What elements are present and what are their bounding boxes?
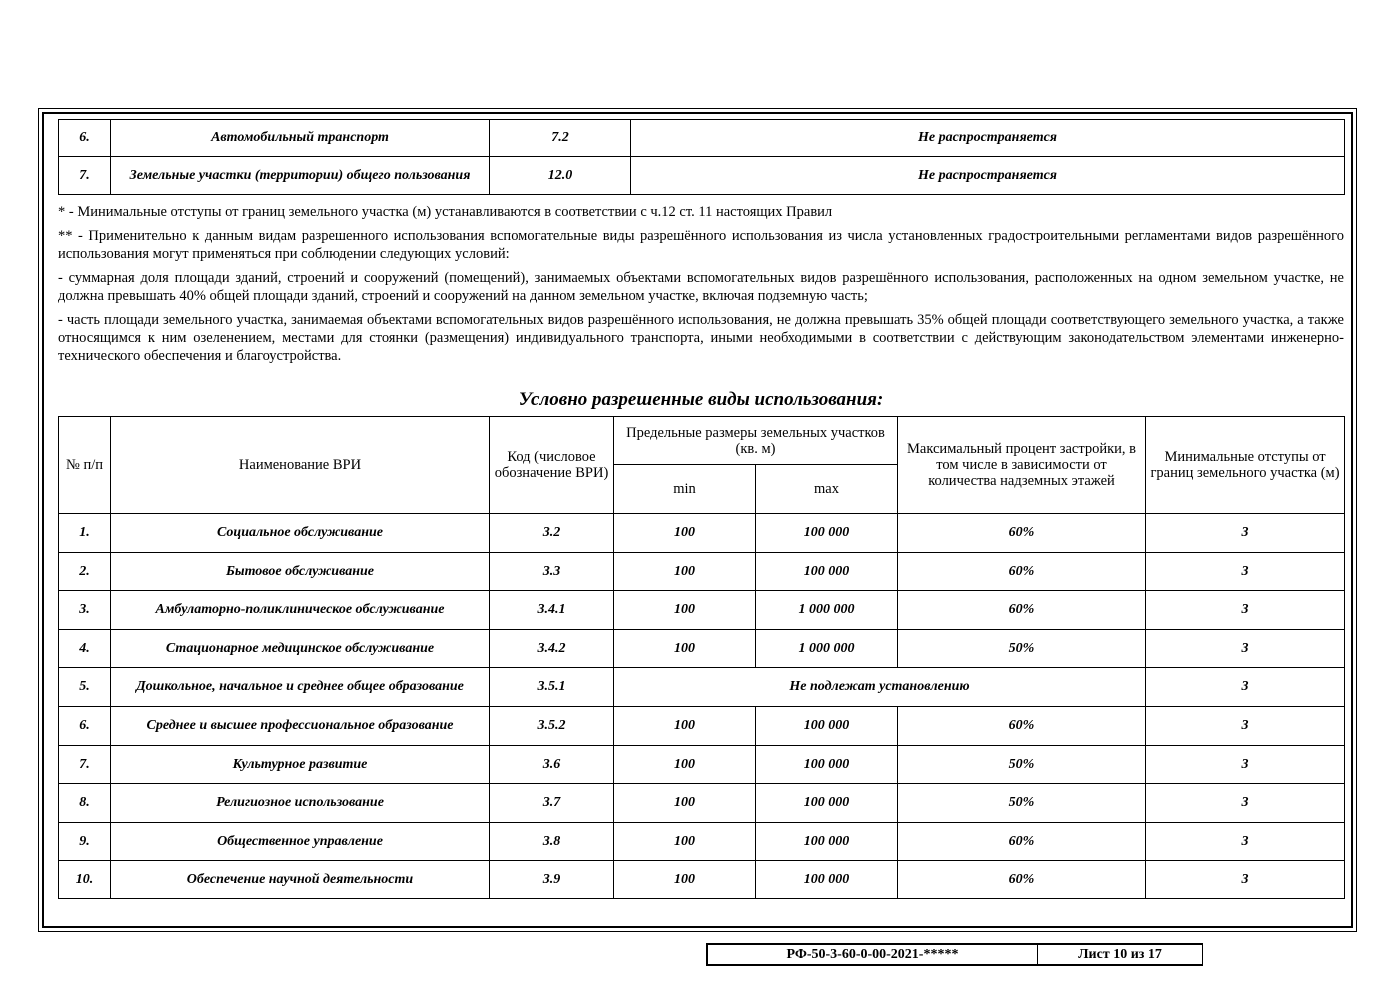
max-size: 100 000 <box>756 861 898 899</box>
row-number: 7. <box>59 157 111 195</box>
header-max: max <box>756 465 898 514</box>
note-condition-2: - часть площади земельного участка, занимаемая объектами вспомогательных видов разрешённого использования, не должна превышать 35% общей площади соответствующего земельного участка, а также относящимся к ним озеленением, местами для стоянки (размещения) индивидуального транспорта, иными необходимыми в соответствии с действующим законодательством элементами инженерно-технического обеспечения и благоустройства. <box>58 312 1344 364</box>
table-row <box>59 630 1345 668</box>
notes-block <box>58 203 1344 371</box>
table-row <box>59 120 1345 157</box>
min-setback: 3 <box>1146 861 1345 899</box>
min-size: 100 <box>614 591 756 630</box>
header-number: № п/п <box>59 417 111 514</box>
row-number: 9. <box>59 823 111 861</box>
table-row <box>59 668 1345 707</box>
table-row <box>59 861 1345 899</box>
min-size: 100 <box>614 630 756 668</box>
table-row <box>59 823 1345 861</box>
vri-name: Социальное обслуживание <box>111 514 490 553</box>
row-number: 4. <box>59 630 111 668</box>
max-percent: 60% <box>898 514 1146 553</box>
title-block-table <box>707 944 1203 965</box>
min-size: 100 <box>614 553 756 591</box>
header-code: Код (числовое обозначение ВРИ) <box>490 417 614 514</box>
min-size: 100 <box>614 746 756 784</box>
max-percent: 50% <box>898 630 1146 668</box>
vri-code: 3.4.1 <box>490 591 614 630</box>
header-min: min <box>614 465 756 514</box>
vri-code: 3.9 <box>490 861 614 899</box>
merged-note: Не подлежат установлению <box>614 668 1146 707</box>
max-size: 100 000 <box>756 746 898 784</box>
table-row <box>59 591 1345 630</box>
document-code: РФ-50-3-60-0-00-2021-***** <box>708 945 1038 965</box>
note-auxiliary-uses: ** - Применительно к данным видам разрешенного использования вспомогательные виды разрешённого использования из числа установленных градостроительными регламентами видов разрешённого использования могут применяться при соблюдении следующих условий: <box>58 228 1344 262</box>
min-setback: 3 <box>1146 784 1345 823</box>
vri-name: Религиозное использование <box>111 784 490 823</box>
max-size: 100 000 <box>756 553 898 591</box>
row-number: 5. <box>59 668 111 707</box>
row-number: 10. <box>59 861 111 899</box>
vri-name: Культурное развитие <box>111 746 490 784</box>
max-percent: 60% <box>898 861 1146 899</box>
vri-name: Обеспечение научной деятельности <box>111 861 490 899</box>
vri-code: 3.8 <box>490 823 614 861</box>
min-setback: 3 <box>1146 630 1345 668</box>
min-size: 100 <box>614 784 756 823</box>
table-row <box>59 157 1345 195</box>
vri-name: Бытовое обслуживание <box>111 553 490 591</box>
vri-code: 3.4.2 <box>490 630 614 668</box>
max-size: 100 000 <box>756 784 898 823</box>
header-name: Наименование ВРИ <box>111 417 490 514</box>
note-setbacks: * - Минимальные отступы от границ земельного участка (м) устанавливаются в соответствии с ч.12 ст. 11 настоящих Правил <box>58 204 833 220</box>
title-block-row <box>708 945 1203 965</box>
row-number: 7. <box>59 746 111 784</box>
table-row <box>59 746 1345 784</box>
max-percent: 60% <box>898 553 1146 591</box>
row-number: 6. <box>59 120 111 157</box>
table-row <box>59 553 1345 591</box>
min-setback: 3 <box>1146 823 1345 861</box>
max-percent: 60% <box>898 823 1146 861</box>
vri-code: 7.2 <box>490 120 631 157</box>
max-percent: 60% <box>898 591 1146 630</box>
min-setback: 3 <box>1146 707 1345 746</box>
vri-name: Дошкольное, начальное и среднее общее образование <box>111 668 490 707</box>
vri-name: Амбулаторно-поликлиническое обслуживание <box>111 591 490 630</box>
max-size: 100 000 <box>756 823 898 861</box>
vri-code: 3.2 <box>490 514 614 553</box>
max-percent: 50% <box>898 746 1146 784</box>
vri-code: 3.6 <box>490 746 614 784</box>
vri-name: Земельные участки (территории) общего пользования <box>111 157 490 195</box>
header-min-setback: Минимальные отступы от границ земельного участка (м) <box>1146 417 1345 514</box>
vri-code: 12.0 <box>490 157 631 195</box>
min-setback: 3 <box>1146 514 1345 553</box>
min-setback: 3 <box>1146 591 1345 630</box>
row-number: 3. <box>59 591 111 630</box>
min-size: 100 <box>614 861 756 899</box>
row-note: Не распространяется <box>631 120 1345 157</box>
permitted-uses-table-continued <box>58 119 1345 195</box>
min-size: 100 <box>614 707 756 746</box>
header-plot-size: Предельные размеры земельных участков (кв. м) <box>614 417 898 465</box>
min-setback: 3 <box>1146 668 1345 707</box>
max-size: 1 000 000 <box>756 630 898 668</box>
row-number: 2. <box>59 553 111 591</box>
max-percent: 60% <box>898 707 1146 746</box>
vri-code: 3.3 <box>490 553 614 591</box>
table-row <box>59 707 1345 746</box>
header-max-percent: Максимальный процент застройки, в том числе в зависимости от количества надземных этажей <box>898 417 1146 514</box>
vri-name: Стационарное медицинское обслуживание <box>111 630 490 668</box>
max-size: 1 000 000 <box>756 591 898 630</box>
row-number: 1. <box>59 514 111 553</box>
min-size: 100 <box>614 514 756 553</box>
table-row <box>59 784 1345 823</box>
table-row <box>59 514 1345 553</box>
max-size: 100 000 <box>756 514 898 553</box>
min-setback: 3 <box>1146 553 1345 591</box>
conditional-uses-table <box>58 416 1345 899</box>
min-setback: 3 <box>1146 746 1345 784</box>
vri-code: 3.7 <box>490 784 614 823</box>
max-percent: 50% <box>898 784 1146 823</box>
vri-code: 3.5.2 <box>490 707 614 746</box>
min-size: 100 <box>614 823 756 861</box>
section-title: Условно разрешенные виды использования: <box>518 389 884 410</box>
vri-name: Автомобильный транспорт <box>111 120 490 157</box>
vri-name: Среднее и высшее профессиональное образование <box>111 707 490 746</box>
row-number: 8. <box>59 784 111 823</box>
row-number: 6. <box>59 707 111 746</box>
note-condition-1: - суммарная доля площади зданий, строений и сооружений (помещений), занимаемых объектами вспомогательных видов разрешённого использования, расположенных на одном земельном участке, не должна превышать 40% общей площади зданий, строений и сооружений на данном земельном участке, включая подземную часть; <box>58 270 1344 304</box>
table-header-row <box>59 417 1345 465</box>
vri-code: 3.5.1 <box>490 668 614 707</box>
sheet-number: Лист 10 из 17 <box>1038 945 1203 965</box>
vri-name: Общественное управление <box>111 823 490 861</box>
row-note: Не распространяется <box>631 157 1345 195</box>
max-size: 100 000 <box>756 707 898 746</box>
